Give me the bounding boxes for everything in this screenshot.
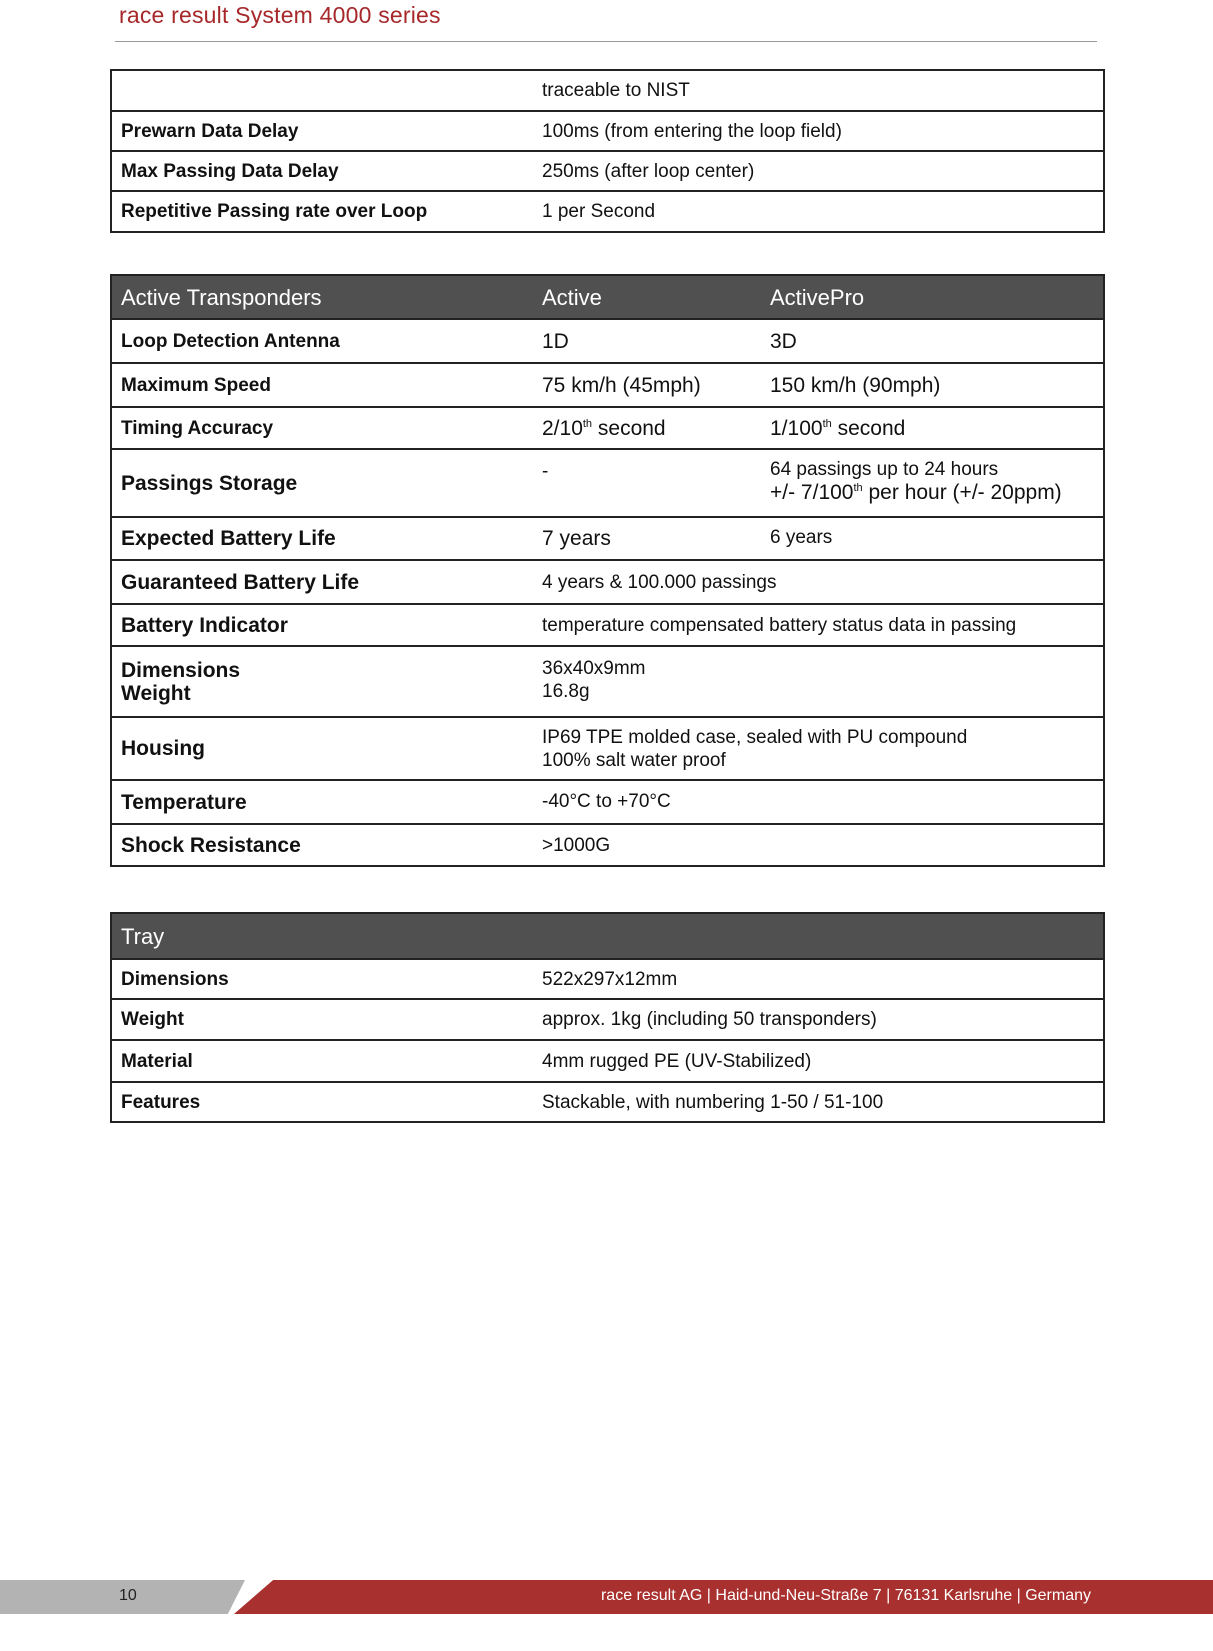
row-label: Timing Accuracy — [111, 407, 533, 449]
row-value: -40°C to +70°C — [533, 780, 1104, 824]
table-row — [111, 604, 1104, 646]
value-line: 100% salt water proof — [542, 749, 726, 771]
table-row — [111, 191, 1104, 232]
row-label: Battery Indicator — [111, 604, 533, 646]
tray-table — [110, 912, 1105, 1123]
table-row — [111, 999, 1104, 1040]
table-row — [111, 1082, 1104, 1122]
table-row — [111, 824, 1104, 866]
row-value: 522x297x12mm — [533, 959, 1104, 999]
value-line: 16.8g — [542, 681, 590, 702]
continued-specs-table — [110, 69, 1105, 233]
row-label — [111, 646, 533, 717]
header-cell: Tray — [111, 913, 1104, 959]
active-value: 7 years — [533, 517, 761, 560]
row-value — [533, 646, 1104, 717]
row-value: temperature compensated battery status data in passing — [533, 604, 1104, 646]
header-cell: Active — [533, 275, 761, 319]
label-line: Weight — [121, 681, 191, 705]
active-value: 2/10th second — [533, 407, 761, 449]
table-row — [111, 70, 1104, 111]
table-row — [111, 449, 1104, 517]
table-row — [111, 151, 1104, 191]
active-value: 75 km/h (45mph) — [533, 363, 761, 407]
activepro-value: 6 years — [761, 517, 1104, 560]
table-header-row — [111, 913, 1104, 959]
label-line: Dimensions — [121, 658, 241, 682]
header-cell: ActivePro — [761, 275, 1104, 319]
row-value — [533, 717, 1104, 780]
table-row — [111, 517, 1104, 560]
row-label: Guaranteed Battery Life — [111, 560, 533, 604]
title-divider — [115, 41, 1097, 42]
table-row — [111, 407, 1104, 449]
value-line: 36x40x9mm — [542, 658, 646, 679]
activepro-value — [761, 449, 1104, 517]
table-row — [111, 717, 1104, 780]
table-row — [111, 319, 1104, 363]
row-label: Passings Storage — [111, 449, 533, 517]
table-row — [111, 111, 1104, 151]
table-header-row — [111, 275, 1104, 319]
document-title: race result System 4000 series — [119, 2, 441, 28]
row-label: Temperature — [111, 780, 533, 824]
row-value: approx. 1kg (including 50 transponders) — [533, 999, 1104, 1040]
row-value: Stackable, with numbering 1-50 / 51-100 — [533, 1082, 1104, 1122]
table-row — [111, 780, 1104, 824]
row-label: Max Passing Data Delay — [111, 151, 533, 191]
activepro-value: 3D — [761, 319, 1104, 363]
table-row — [111, 363, 1104, 407]
header-cell: Active Transponders — [111, 275, 533, 319]
activepro-value: 1/100th second — [761, 407, 1104, 449]
row-value: 250ms (after loop center) — [533, 151, 1104, 191]
page-number: 10 — [119, 1587, 137, 1604]
row-label: Dimensions — [111, 959, 533, 999]
row-label: Prewarn Data Delay — [111, 111, 533, 151]
row-label: Shock Resistance — [111, 824, 533, 866]
activepro-line: +/- 7/100th per hour (+/- 20ppm) — [770, 481, 1062, 504]
row-value: traceable to NIST — [533, 70, 1104, 111]
table-row — [111, 646, 1104, 717]
footer-address: race result AG | Haid-und-Neu-Straße 7 | 76131 Karlsruhe | Germany — [600, 1587, 1091, 1604]
value-line: IP69 TPE molded case, sealed with PU compound — [542, 726, 968, 748]
row-label: Weight — [111, 999, 533, 1040]
row-label: Expected Battery Life — [111, 517, 533, 560]
row-label: Material — [111, 1040, 533, 1082]
active-value: 1D — [533, 319, 761, 363]
row-value: 100ms (from entering the loop field) — [533, 111, 1104, 151]
row-label: Repetitive Passing rate over Loop — [111, 191, 533, 232]
active-value: - — [533, 449, 761, 517]
row-label — [111, 70, 533, 111]
row-label: Housing — [111, 717, 533, 780]
table-row — [111, 1040, 1104, 1082]
row-label: Features — [111, 1082, 533, 1122]
row-label: Loop Detection Antenna — [111, 319, 533, 363]
row-value: 4mm rugged PE (UV-Stabilized) — [533, 1040, 1104, 1082]
row-value: >1000G — [533, 824, 1104, 866]
activepro-value: 150 km/h (90mph) — [761, 363, 1104, 407]
active-transponders-table — [110, 274, 1105, 867]
row-value: 1 per Second — [533, 191, 1104, 232]
row-value: 4 years & 100.000 passings — [533, 560, 1104, 604]
table-row — [111, 959, 1104, 999]
row-label: Maximum Speed — [111, 363, 533, 407]
activepro-line: 64 passings up to 24 hours — [770, 459, 999, 480]
table-row — [111, 560, 1104, 604]
